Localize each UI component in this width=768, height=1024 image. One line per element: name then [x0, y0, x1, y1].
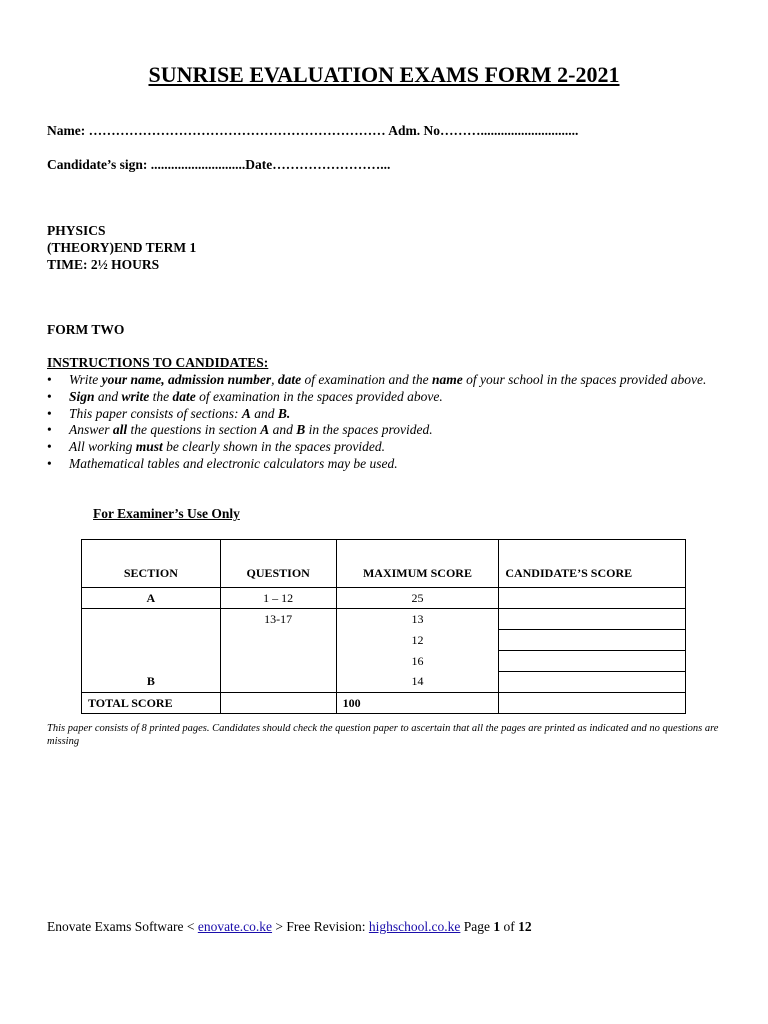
name-adm-line: Name: ………………………………………………………… Adm. No……….............................: [47, 123, 579, 138]
instruction-text: Mathematical tables and electronic calculators may be used.: [69, 455, 398, 471]
footer-prefix: Enovate Exams Software <: [47, 919, 198, 934]
instruction-emphasis: write: [121, 388, 150, 404]
table-row: [82, 609, 686, 630]
page-number: 1: [493, 919, 501, 934]
max-score-b: 16: [336, 651, 499, 672]
questions-b: 13-17: [220, 609, 336, 630]
instruction-text: of your school in the spaces provided above.: [462, 372, 707, 387]
instruction-text: This paper consists of sections:: [69, 405, 242, 421]
highschool-link[interactable]: highschool.co.ke: [368, 919, 461, 934]
header-question: QUESTION: [220, 540, 336, 588]
section-b-cell: [82, 630, 221, 651]
header-candidate-score: CANDIDATE’S SCORE: [499, 540, 686, 588]
instruction-emphasis: your name, admission number: [101, 372, 272, 387]
max-score-b: 14: [336, 672, 499, 693]
form-level: FORM TWO: [47, 322, 125, 337]
instruction-item: [47, 439, 727, 456]
candidate-score-cell[interactable]: [499, 609, 686, 630]
questions-b-cell: [220, 672, 336, 693]
examiner-heading: For Examiner’s Use Only: [93, 506, 240, 521]
instruction-emphasis: date: [277, 372, 302, 387]
instruction-emphasis: A: [241, 405, 251, 421]
pages-note: This paper consists of 8 printed pages. Candidates should check the question paper to ascertain that all the pages are printed as indicated and no questions are missing: [47, 723, 719, 747]
questions-b-cell: [220, 630, 336, 651]
instruction-text: Write: [69, 372, 102, 387]
instruction-text: and: [250, 405, 278, 421]
table-row: [82, 651, 686, 672]
section-a: A: [82, 588, 221, 609]
instruction-text: of examination in the spaces provided above.: [195, 388, 443, 404]
instruction-emphasis: A: [260, 422, 270, 438]
instruction-text: and: [269, 422, 297, 438]
instruction-emphasis: date: [172, 388, 196, 404]
table-row: [82, 630, 686, 651]
instruction-emphasis: must: [135, 439, 163, 455]
instruction-item: [47, 372, 727, 389]
total-max-score: 100: [336, 693, 499, 714]
total-score-label: TOTAL SCORE: [82, 693, 221, 714]
instruction-item: [47, 422, 727, 439]
questions-b-cell: [220, 651, 336, 672]
total-question-cell: [220, 693, 336, 714]
max-score-b: 12: [336, 630, 499, 651]
subject: PHYSICS: [47, 223, 106, 238]
candidate-score-cell[interactable]: [499, 672, 686, 693]
max-score-b: 13: [336, 609, 499, 630]
instruction-emphasis: name: [432, 372, 463, 387]
header-max-score: MAXIMUM SCORE: [336, 540, 499, 588]
exam-time: TIME: 2½ HOURS: [47, 257, 160, 272]
questions-a: 1 – 12: [220, 588, 336, 609]
enovate-link[interactable]: enovate.co.ke: [197, 919, 273, 934]
footer-mid: > Free Revision:: [272, 919, 369, 934]
table-total-row: [82, 693, 686, 714]
instructions-list: [47, 372, 727, 473]
instruction-text: the questions in section: [127, 422, 261, 438]
candidate-sign-date-line: Candidate’s sign: ............................Date……………………...: [47, 157, 391, 172]
instruction-text: All working: [69, 439, 136, 455]
total-candidate-score-cell[interactable]: [499, 693, 686, 714]
instruction-text: ,: [271, 372, 278, 387]
page-title: SUNRISE EVALUATION EXAMS FORM 2-2021: [148, 62, 620, 87]
footer: [47, 919, 532, 935]
header-section: SECTION: [82, 540, 221, 588]
instruction-emphasis: B.: [277, 405, 291, 421]
instruction-text: the: [149, 388, 173, 404]
candidate-score-cell[interactable]: [499, 651, 686, 672]
instruction-item: [47, 456, 727, 473]
instruction-emphasis: B: [296, 422, 306, 438]
footer-of-word: of: [500, 919, 519, 934]
section-b-cell: [82, 609, 221, 630]
section-b-cell: [82, 651, 221, 672]
candidate-score-cell[interactable]: [499, 630, 686, 651]
table-row: [82, 588, 686, 609]
instruction-emphasis: Sign: [69, 388, 95, 404]
candidate-score-cell[interactable]: [499, 588, 686, 609]
instruction-text: and: [94, 388, 122, 404]
paper-name: (THEORY)END TERM 1: [47, 240, 197, 255]
page-total: 12: [518, 919, 532, 934]
instruction-text: Answer: [69, 422, 113, 438]
instruction-emphasis: all: [112, 422, 128, 438]
section-b: B: [82, 672, 221, 693]
max-score-a: 25: [336, 588, 499, 609]
instruction-text: in the spaces provided.: [305, 422, 433, 438]
table-row: [82, 672, 686, 693]
footer-page-word: Page: [460, 919, 494, 934]
instruction-item: [47, 389, 727, 406]
instruction-text: of examination and the: [301, 372, 433, 387]
table-header-row: [82, 540, 686, 588]
instructions-heading: INSTRUCTIONS TO CANDIDATES:: [47, 355, 269, 370]
score-table: [81, 539, 686, 714]
instruction-item: [47, 406, 727, 423]
instruction-text: be clearly shown in the spaces provided.: [162, 439, 385, 455]
